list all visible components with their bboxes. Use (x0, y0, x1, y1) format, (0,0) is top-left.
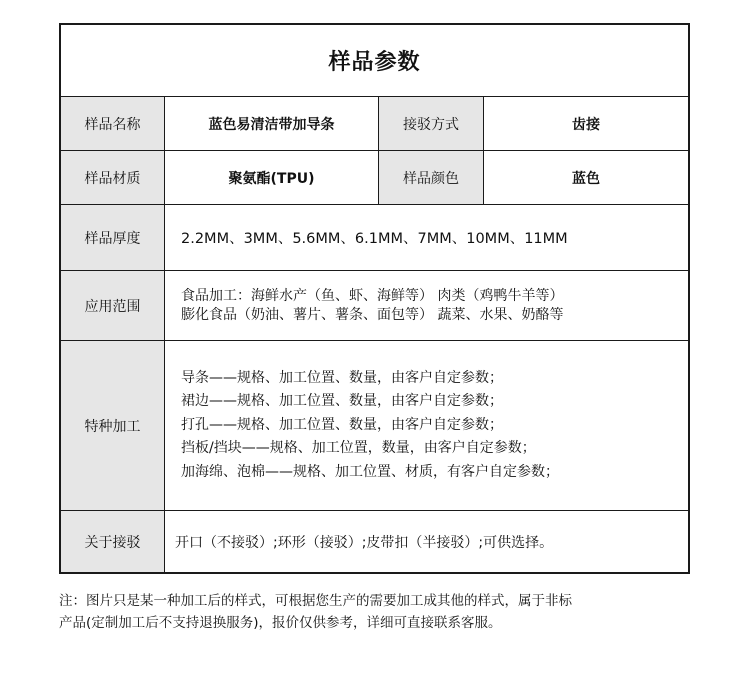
row-sample-thickness (61, 205, 688, 271)
processing-line: 打孔——规格、加工位置、数量，由客户自定参数； (181, 416, 503, 433)
row-special-processing (61, 341, 688, 511)
value-sample-thickness: 2.2MM、3MM、5.6MM、6.1MM、7MM、10MM、11MM (181, 231, 568, 247)
footnote-line: 产品(定制加工后不支持退换服务)，报价仅供参考，详细可直接联系客服。 (59, 615, 502, 631)
processing-line: 加海绵、泡棉——规格、加工位置、材质，有客户自定参数； (181, 463, 559, 480)
label-sample-thickness: 样品厚度 (61, 205, 165, 270)
row-sample-material (61, 151, 688, 205)
spec-table (59, 23, 690, 574)
value-application-scope (165, 271, 688, 340)
row-sample-name (61, 97, 688, 151)
label-sample-name: 样品名称 (61, 97, 165, 150)
application-line: 膨化食品（奶油、薯片、薯条、面包等） 蔬菜、水果、奶酪等 (181, 306, 564, 323)
label-special-processing: 特种加工 (61, 341, 165, 510)
value-about-joining: 开口（不接驳）;环形（接驳）;皮带扣（半接驳）;可供选择。 (175, 534, 554, 551)
label-about-joining: 关于接驳 (61, 511, 165, 572)
footnote-line: 注：图片只是某一种加工后的样式，可根据您生产的需要加工成其他的样式，属于非标 (59, 593, 572, 609)
row-application-scope (61, 271, 688, 341)
label-joining-method: 接驳方式 (378, 97, 483, 150)
value-special-processing (165, 341, 688, 510)
table-title: 样品参数 (61, 25, 688, 97)
processing-line: 导条——规格、加工位置、数量，由客户自定参数； (181, 369, 503, 386)
processing-line: 裙边——规格、加工位置、数量，由客户自定参数； (181, 393, 503, 410)
label-sample-color: 样品颜色 (378, 151, 483, 204)
label-sample-material: 样品材质 (61, 151, 165, 204)
value-sample-material: 聚氨酯(TPU) (228, 170, 315, 187)
footnote (59, 590, 699, 634)
label-application-scope: 应用范围 (61, 271, 165, 340)
processing-line: 挡板/挡块——规格、加工位置，数量，由客户自定参数； (181, 440, 536, 457)
row-about-joining (61, 511, 688, 572)
value-joining-method: 齿接 (483, 97, 688, 150)
value-sample-color: 蓝色 (483, 151, 688, 204)
application-line: 食品加工：海鲜水产（鱼、虾、海鲜等） 肉类（鸡鸭牛羊等） (181, 287, 564, 304)
value-sample-name: 蓝色易清洁带加导条 (208, 116, 335, 133)
